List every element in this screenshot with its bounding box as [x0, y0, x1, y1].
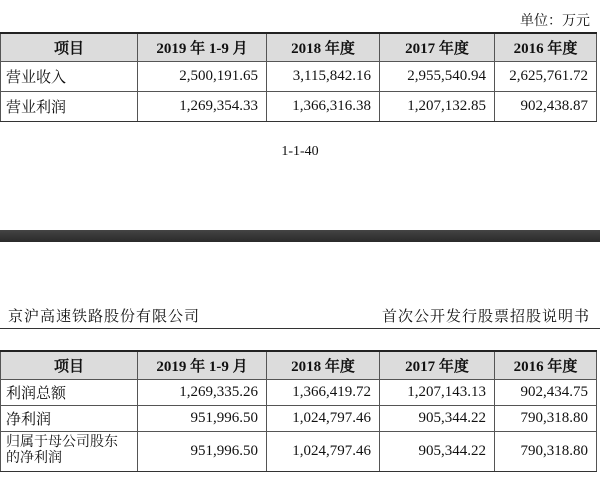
table-cell: 1,269,335.26 [138, 379, 267, 405]
table-header-row [1, 33, 597, 61]
table-cell: 905,344.22 [380, 405, 495, 431]
table-cell: 902,434.75 [495, 379, 597, 405]
company-name: 京沪高速铁路股份有限公司 [8, 309, 201, 325]
table-cell: 905,344.22 [380, 431, 495, 471]
table-cell: 1,207,143.13 [380, 379, 495, 405]
table-cell: 790,318.80 [495, 405, 597, 431]
column-header: 项目 [1, 33, 138, 61]
table-row [1, 91, 597, 121]
column-header: 2016 年度 [495, 33, 597, 61]
column-header: 2018 年度 [267, 351, 380, 379]
table-cell: 3,115,842.16 [267, 61, 380, 91]
table-cell: 1,366,419.72 [267, 379, 380, 405]
row-label: 营业利润 [1, 91, 138, 121]
header-rule [0, 328, 600, 329]
page-number: 1-1-40 [281, 144, 319, 159]
unit-label: 单位：万元 [520, 14, 590, 29]
document-title: 首次公开发行股票招股说明书 [381, 309, 590, 325]
row-label: 归属于母公司股东的净利润 [1, 431, 138, 471]
financial-table-1 [0, 32, 597, 122]
table-cell: 1,366,316.38 [267, 91, 380, 121]
table-cell: 951,996.50 [138, 431, 267, 471]
table-cell: 1,024,797.46 [267, 405, 380, 431]
table-row [1, 431, 597, 471]
row-label: 净利润 [1, 405, 138, 431]
table-row [1, 405, 597, 431]
table-cell: 1,207,132.85 [380, 91, 495, 121]
table-header-row [1, 351, 597, 379]
table-cell: 1,269,354.33 [138, 91, 267, 121]
table-cell: 902,438.87 [495, 91, 597, 121]
column-header: 项目 [1, 351, 138, 379]
column-header: 2017 年度 [380, 351, 495, 379]
row-label: 营业收入 [1, 61, 138, 91]
table-cell: 2,500,191.65 [138, 61, 267, 91]
table-cell: 790,318.80 [495, 431, 597, 471]
column-header: 2019 年 1-9 月 [138, 351, 267, 379]
page-divider [0, 230, 600, 242]
column-header: 2016 年度 [495, 351, 597, 379]
table-row [1, 61, 597, 91]
column-header: 2017 年度 [380, 33, 495, 61]
column-header: 2019 年 1-9 月 [138, 33, 267, 61]
table-cell: 951,996.50 [138, 405, 267, 431]
table-cell: 2,625,761.72 [495, 61, 597, 91]
table-cell: 1,024,797.46 [267, 431, 380, 471]
table-cell: 2,955,540.94 [380, 61, 495, 91]
table-row [1, 379, 597, 405]
financial-table-2 [0, 350, 597, 472]
row-label: 利润总额 [1, 379, 138, 405]
column-header: 2018 年度 [267, 33, 380, 61]
